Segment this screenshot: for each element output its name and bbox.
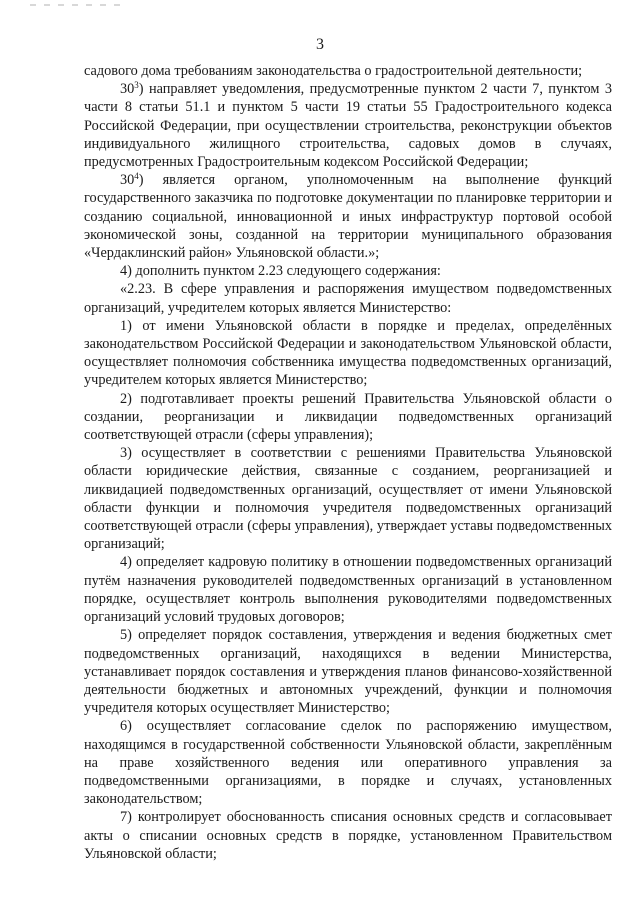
paragraph — [84, 808, 612, 863]
paragraph-text: 4) дополнить пунктом 2.23 следующего содержания: — [120, 263, 441, 280]
paragraph-text: садового дома требованиям законодательства о градостроительной деятельности; — [84, 63, 583, 79]
item-number: 30 — [120, 81, 135, 98]
paragraph-text: 5) определяет порядок составления, утверждения и ведения бюджетных смет подведомственных организаций, находящихся в ведении Министерства, устанавливает порядок составления и утверждения планов финансово-хозяйственной деятельности бюджетных и автономных учреждений, функции и полномочия учредителя которых осуществляет Министерство; — [84, 627, 612, 717]
document-body — [84, 62, 612, 863]
paragraph — [84, 280, 612, 316]
paragraph-text: 7) контролирует обоснованность списания основных средств и согласовывает акты о списании основных средств в порядке, установленном Правительством Ульяновской области; — [84, 809, 612, 862]
item-superscript: 3 — [134, 80, 139, 91]
paragraph — [84, 317, 612, 390]
paragraph — [84, 717, 612, 808]
scan-artifact — [30, 4, 120, 6]
paragraph-text: 6) осуществляет согласование сделок по распоряжению имуществом, находящимся в государственной собственности Ульяновской области, закреплённым на праве хозяйственного ведения или оперативного управления за подведомственными организациями, в порядке и случаях, установленных законодательством; — [84, 718, 612, 808]
paragraph-text: 1) от имени Ульяновской области в порядке и пределах, определённых законодательством Российской Федерации и законодательством Ульяновской области, осуществляет полномочия собственника имущества подведомственных организаций, учредителем которых является Министерство; — [84, 317, 612, 389]
paragraph-text: 4) определяет кадровую политику в отношении подведомственных организаций путём назначения руководителей подведомственных организаций в установленном порядке, осуществляет контроль выполнения руководителями подведомственных организаций условий трудовых договоров; — [84, 554, 612, 626]
paragraph-text: «2.23. В сфере управления и распоряжения имуществом подведомственных организаций, учредителем которых является Министерство: — [84, 281, 612, 316]
item-superscript: 4 — [134, 171, 139, 182]
paragraph — [84, 390, 612, 445]
paragraph — [84, 444, 612, 553]
paragraph — [84, 80, 612, 171]
paragraph-text: ) направляет уведомления, предусмотренные пунктом 2 части 7, пунктом 3 части 8 статьи 51.1 и пунктом 5 части 19 статьи 55 Градостроительного кодекса Российской Федерации, при осуществлении строительства, реконструкции объектов индивидуального жилищного строительства, садовых домов в случаях, предусмотренных Градостроительным кодексом Российской Федерации; — [84, 81, 612, 171]
paragraph — [84, 553, 612, 626]
paragraph-text: 2) подготавливает проекты решений Правительства Ульяновской области о создании, реорганизации и ликвидации подведомственных организаций соответствующей отрасли (сферы управления); — [84, 390, 612, 444]
paragraph — [84, 626, 612, 717]
paragraph-text: ) является органом, уполномоченным на выполнение функций государственного заказчика по подготовке документации по планировке территории и созданию социальной, инновационной и иных инфраструктур портовой особой экономической зоны, созданной на территории муниципального образования «Чердаклинский район» Ульяновской области.»; — [84, 172, 612, 262]
page-number: 3 — [316, 36, 324, 53]
paragraph — [84, 62, 612, 80]
paragraph-text: 3) осуществляет в соответствии с решениями Правительства Ульяновской области юридические действия, связанные с созданием, реорганизацией и ликвидацией подведомственных организаций, осуществляет от имени Ульяновской области функции и полномочия учредителя подведомственных организаций соответствующей отрасли (сферы управления), утверждает уставы подведомственных организаций; — [84, 445, 612, 553]
paragraph — [84, 262, 612, 280]
paragraph — [84, 171, 612, 262]
item-number: 30 — [120, 172, 135, 189]
